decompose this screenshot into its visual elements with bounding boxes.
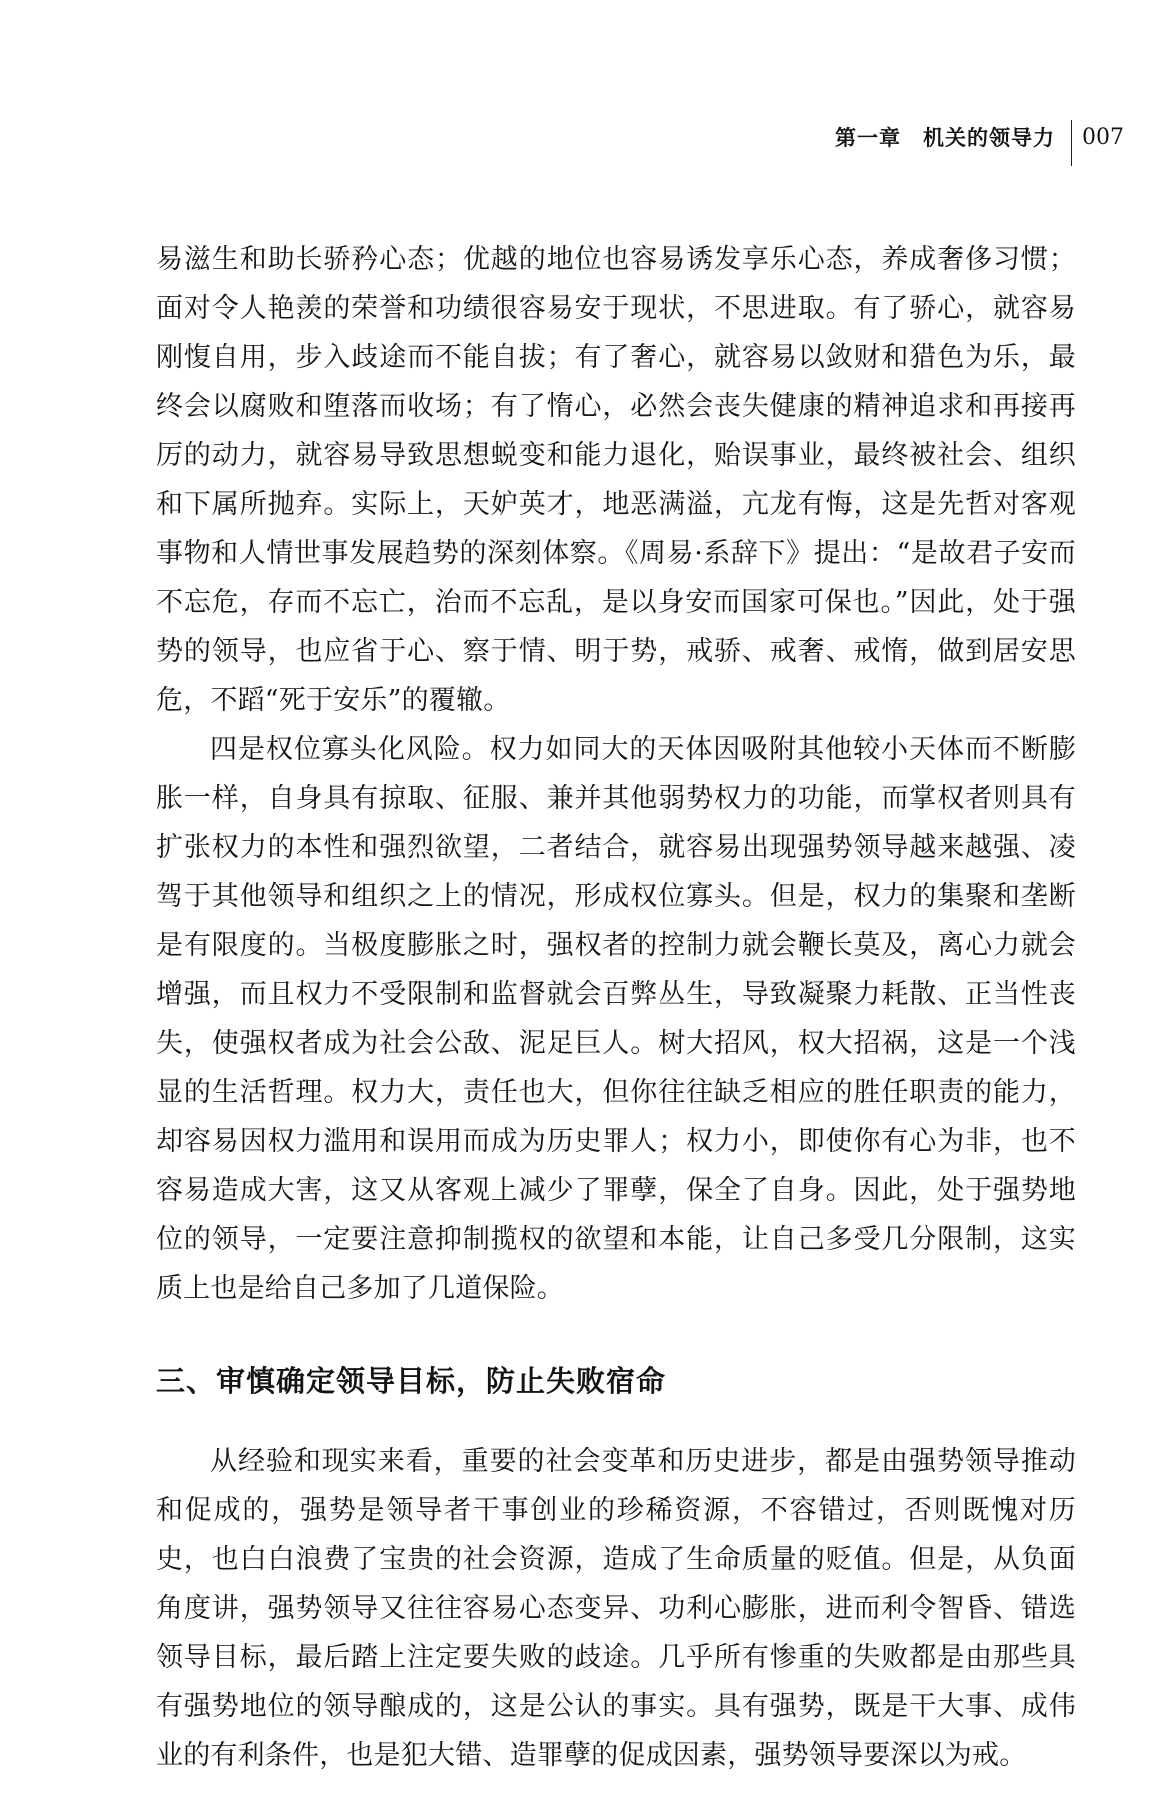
paragraph-risk-four: 四是权位寡头化风险。权力如同大的天体因吸附其他较小天体而不断膨胀一样，自身具有掠取、征服、兼并其他弱势权力的功能，而掌权者则具有扩张权力的本性和强烈欲望，二者结合，就容易出现强势领导越来越强、凌驾于其他领导和组织之上的情况，形成权位寡头。但是，权力的集聚和垄断是有限度的。当极度膨胀之时，强权者的控制力就会鞭长莫及，离心力就会增强，而且权力不受限制和监督就会百弊丛生，导致凝聚力耗散、正当性丧失，使强权者成为社会公敌、泥足巨人。树大招风，权大招祸，这是一个浅显的生活哲理。权力大，责任也大，但你往往缺乏相应的胜任职责的能力，却容易因权力滥用和误用而成为历史罪人；权力小，即使你有心为非，也不容易造成大害，这又从客观上减少了罪孽，保全了自身。因此，处于强势地位的领导，一定要注意抑制揽权的欲望和本能，让自己多受几分限制，这实质上也是给自己多加了几道保险。 bbox=[156, 734, 1076, 1304]
page-body bbox=[156, 235, 1076, 1780]
paragraph-section-intro: 从经验和现实来看，重要的社会变革和历史进步，都是由强势领导推动和促成的，强势是领导者干事创业的珍稀资源，不容错过，否则既愧对历史，也白白浪费了宝贵的社会资源，造成了生命质量的贬值。但是，从负面角度讲，强势领导又往往容易心态变异、功利心膨胀，进而利令智昏、错选领导目标，最后踏上注定要失败的歧途。几乎所有惨重的失败都是由那些具有强势地位的领导酿成的，这是公认的事实。具有强势，既是干大事、成伟业的有利条件，也是犯大错、造罪孽的促成因素，强势领导要深以为戒。 bbox=[156, 1446, 1076, 1771]
section-heading: 三、审慎确定领导目标，防止失败宿命 bbox=[156, 1364, 667, 1398]
header-divider bbox=[1071, 120, 1072, 166]
page-number: 007 bbox=[1082, 124, 1124, 150]
running-title: 第一章 机关的领导力 bbox=[835, 126, 1055, 150]
paragraph-continued: 易滋生和助长骄矜心态；优越的地位也容易诱发享乐心态，养成奢侈习惯；面对令人艳羡的荣誉和功绩很容易安于现状，不思进取。有了骄心，就容易刚愎自用，步入歧途而不能自拔；有了奢心，就容易以敛财和猎色为乐，最终会以腐败和堕落而收场；有了惰心，必然会丧失健康的精神追求和再接再厉的动力，就容易导致思想蜕变和能力退化，贻误事业，最终被社会、组织和下属所抛弃。实际上，天妒英才，地恶满溢，亢龙有悔，这是先哲对客观事物和人情世事发展趋势的深刻体察。《周易·系辞下》提出：“是故君子安而不忘危，存而不忘亡，治而不忘乱，是以身安而国家可保也。”因此，处于强势的领导，也应省于心、察于情、明于势，戒骄、戒奢、戒惰，做到居安思危，不蹈“死于安乐”的覆辙。 bbox=[156, 244, 1076, 716]
page-header bbox=[835, 114, 1124, 160]
